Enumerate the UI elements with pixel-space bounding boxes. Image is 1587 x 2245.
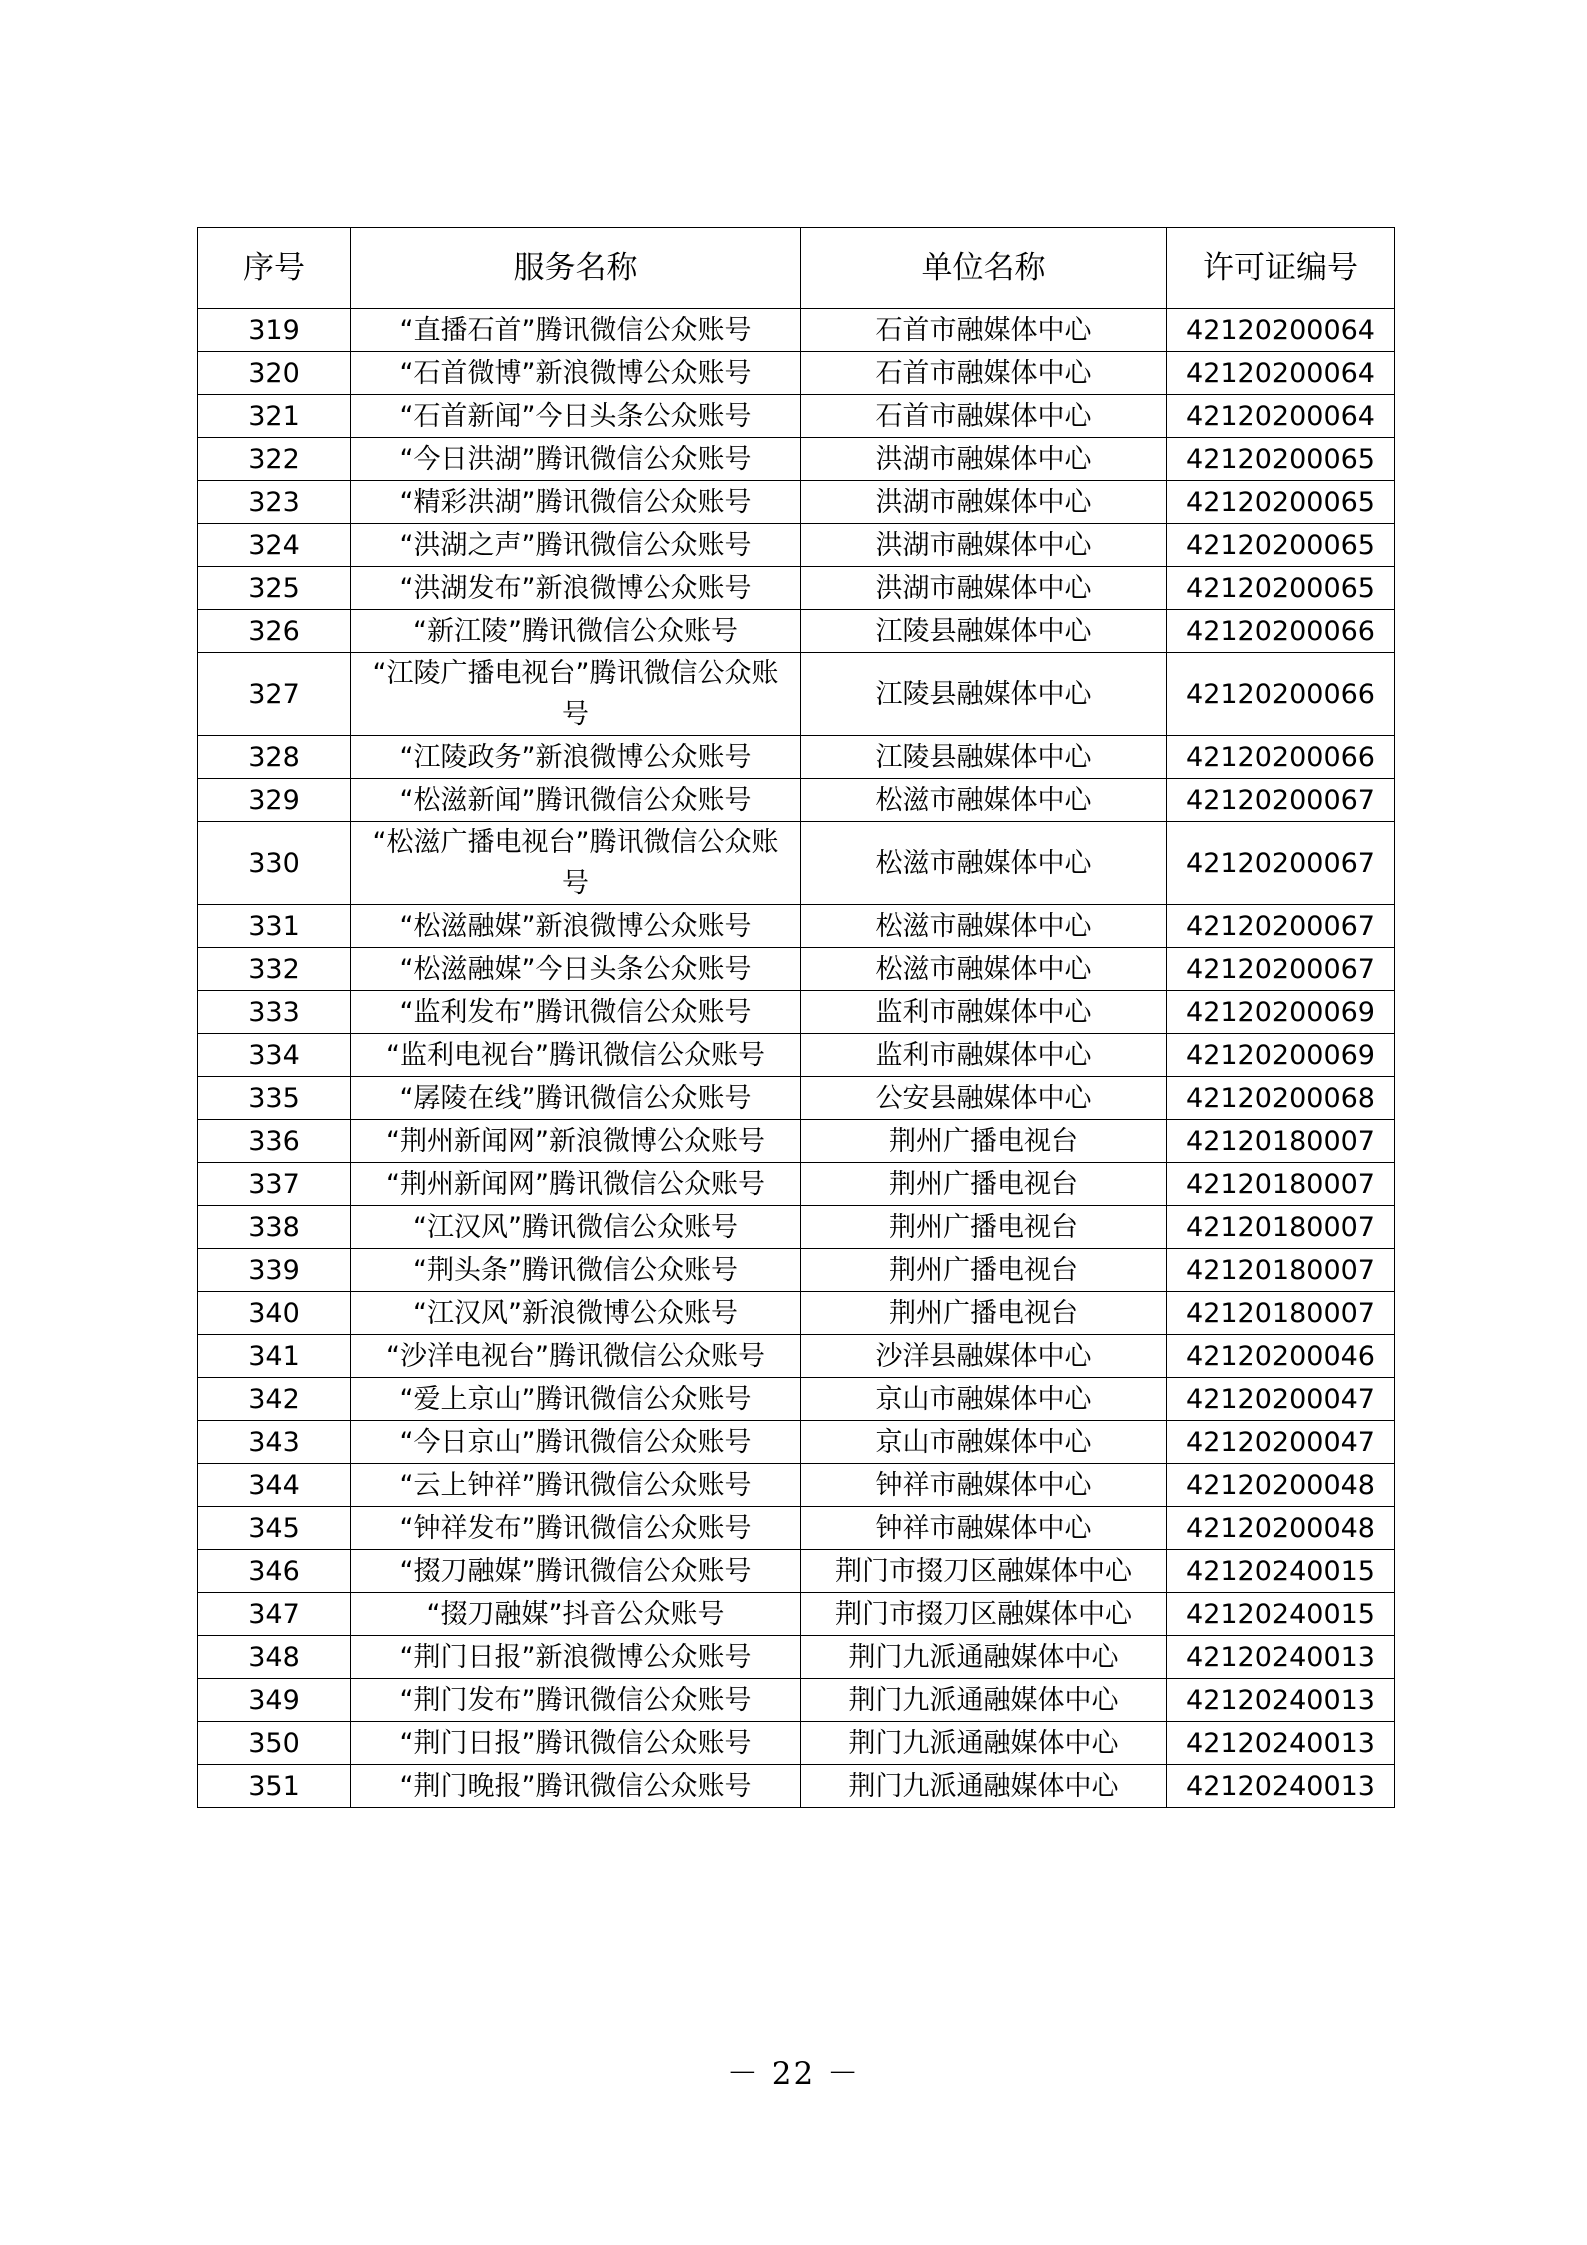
- table-row: [198, 653, 1395, 736]
- table-row: [198, 948, 1395, 991]
- cell-license-number: 42120200064: [1167, 352, 1395, 395]
- license-table: [197, 227, 1395, 1808]
- cell-license-number: 42120200069: [1167, 1034, 1395, 1077]
- cell-number: 344: [198, 1464, 351, 1507]
- cell-service-name: “掇刀融媒”腾讯微信公众账号: [351, 1550, 801, 1593]
- cell-service-name: “云上钟祥”腾讯微信公众账号: [351, 1464, 801, 1507]
- cell-number: 331: [198, 905, 351, 948]
- cell-unit-name: 洪湖市融媒体中心: [801, 438, 1167, 481]
- cell-unit-name: 江陵县融媒体中心: [801, 736, 1167, 779]
- table-row: [198, 1593, 1395, 1636]
- cell-number: 351: [198, 1765, 351, 1808]
- cell-number: 350: [198, 1722, 351, 1765]
- cell-unit-name: 荆州广播电视台: [801, 1206, 1167, 1249]
- table-row: [198, 905, 1395, 948]
- cell-number: 324: [198, 524, 351, 567]
- cell-service-name: “松滋融媒”新浪微博公众账号: [351, 905, 801, 948]
- table-row: [198, 1636, 1395, 1679]
- cell-unit-name: 洪湖市融媒体中心: [801, 481, 1167, 524]
- cell-unit-name: 石首市融媒体中心: [801, 309, 1167, 352]
- cell-unit-name: 荆州广播电视台: [801, 1120, 1167, 1163]
- cell-license-number: 42120240013: [1167, 1636, 1395, 1679]
- table-row: [198, 1679, 1395, 1722]
- cell-service-name: “石首新闻”今日头条公众账号: [351, 395, 801, 438]
- cell-service-name: “松滋融媒”今日头条公众账号: [351, 948, 801, 991]
- cell-service-name: “掇刀融媒”抖音公众账号: [351, 1593, 801, 1636]
- header-number: 序号: [198, 228, 351, 309]
- table-row: [198, 309, 1395, 352]
- cell-service-name: “钟祥发布”腾讯微信公众账号: [351, 1507, 801, 1550]
- cell-unit-name: 江陵县融媒体中心: [801, 610, 1167, 653]
- table-row: [198, 481, 1395, 524]
- cell-number: 333: [198, 991, 351, 1034]
- cell-number: 348: [198, 1636, 351, 1679]
- cell-number: 345: [198, 1507, 351, 1550]
- cell-license-number: 42120200067: [1167, 822, 1395, 905]
- cell-license-number: 42120200048: [1167, 1464, 1395, 1507]
- cell-unit-name: 荆门市掇刀区融媒体中心: [801, 1593, 1167, 1636]
- cell-unit-name: 荆门九派通融媒体中心: [801, 1722, 1167, 1765]
- table-row: [198, 1464, 1395, 1507]
- table-row: [198, 822, 1395, 905]
- cell-license-number: 42120240013: [1167, 1679, 1395, 1722]
- table-row: [198, 779, 1395, 822]
- table-row: [198, 1722, 1395, 1765]
- table-row: [198, 1249, 1395, 1292]
- cell-license-number: 42120200064: [1167, 309, 1395, 352]
- table-body: [198, 309, 1395, 1808]
- cell-service-name: “爱上京山”腾讯微信公众账号: [351, 1378, 801, 1421]
- cell-service-name: “江汉风”新浪微博公众账号: [351, 1292, 801, 1335]
- table-header-row: [198, 228, 1395, 309]
- cell-unit-name: 洪湖市融媒体中心: [801, 524, 1167, 567]
- cell-unit-name: 洪湖市融媒体中心: [801, 567, 1167, 610]
- cell-license-number: 42120200066: [1167, 736, 1395, 779]
- cell-service-name: “荆门日报”新浪微博公众账号: [351, 1636, 801, 1679]
- header-license-number: 许可证编号: [1167, 228, 1395, 309]
- cell-license-number: 42120200067: [1167, 948, 1395, 991]
- cell-number: 326: [198, 610, 351, 653]
- cell-number: 339: [198, 1249, 351, 1292]
- table-row: [198, 610, 1395, 653]
- cell-unit-name: 江陵县融媒体中心: [801, 653, 1167, 736]
- cell-service-name: “孱陵在线”腾讯微信公众账号: [351, 1077, 801, 1120]
- cell-number: 343: [198, 1421, 351, 1464]
- table-row: [198, 567, 1395, 610]
- cell-service-name: “松滋广播电视台”腾讯微信公众账号: [351, 822, 801, 905]
- cell-license-number: 42120200069: [1167, 991, 1395, 1034]
- header-unit-name: 单位名称: [801, 228, 1167, 309]
- cell-number: 346: [198, 1550, 351, 1593]
- cell-license-number: 42120200067: [1167, 905, 1395, 948]
- cell-license-number: 42120180007: [1167, 1163, 1395, 1206]
- cell-license-number: 42120200064: [1167, 395, 1395, 438]
- cell-unit-name: 松滋市融媒体中心: [801, 948, 1167, 991]
- table-row: [198, 438, 1395, 481]
- cell-license-number: 42120200066: [1167, 653, 1395, 736]
- cell-unit-name: 石首市融媒体中心: [801, 395, 1167, 438]
- cell-license-number: 42120240013: [1167, 1722, 1395, 1765]
- cell-license-number: 42120200065: [1167, 524, 1395, 567]
- cell-license-number: 42120240015: [1167, 1550, 1395, 1593]
- cell-number: 341: [198, 1335, 351, 1378]
- license-table-container: [197, 227, 1394, 1808]
- table-row: [198, 1421, 1395, 1464]
- table-row: [198, 1163, 1395, 1206]
- page-number: － 22 －: [726, 2056, 861, 2092]
- cell-service-name: “新江陵”腾讯微信公众账号: [351, 610, 801, 653]
- cell-number: 337: [198, 1163, 351, 1206]
- cell-number: 336: [198, 1120, 351, 1163]
- cell-number: 349: [198, 1679, 351, 1722]
- cell-service-name: “监利电视台”腾讯微信公众账号: [351, 1034, 801, 1077]
- cell-unit-name: 松滋市融媒体中心: [801, 779, 1167, 822]
- cell-number: 338: [198, 1206, 351, 1249]
- cell-unit-name: 公安县融媒体中心: [801, 1077, 1167, 1120]
- cell-service-name: “江陵政务”新浪微博公众账号: [351, 736, 801, 779]
- cell-number: 320: [198, 352, 351, 395]
- table-row: [198, 524, 1395, 567]
- cell-unit-name: 钟祥市融媒体中心: [801, 1507, 1167, 1550]
- cell-service-name: “荆门发布”腾讯微信公众账号: [351, 1679, 801, 1722]
- table-row: [198, 991, 1395, 1034]
- cell-service-name: “精彩洪湖”腾讯微信公众账号: [351, 481, 801, 524]
- cell-unit-name: 松滋市融媒体中心: [801, 905, 1167, 948]
- cell-service-name: “松滋新闻”腾讯微信公众账号: [351, 779, 801, 822]
- cell-unit-name: 荆门市掇刀区融媒体中心: [801, 1550, 1167, 1593]
- table-row: [198, 1034, 1395, 1077]
- cell-unit-name: 沙洋县融媒体中心: [801, 1335, 1167, 1378]
- cell-service-name: “洪湖之声”腾讯微信公众账号: [351, 524, 801, 567]
- cell-number: 330: [198, 822, 351, 905]
- cell-number: 332: [198, 948, 351, 991]
- table-row: [198, 1120, 1395, 1163]
- table-row: [198, 395, 1395, 438]
- cell-service-name: “荆州新闻网”腾讯微信公众账号: [351, 1163, 801, 1206]
- cell-license-number: 42120240015: [1167, 1593, 1395, 1636]
- cell-service-name: “沙洋电视台”腾讯微信公众账号: [351, 1335, 801, 1378]
- cell-license-number: 42120200065: [1167, 438, 1395, 481]
- cell-unit-name: 京山市融媒体中心: [801, 1421, 1167, 1464]
- cell-license-number: 42120180007: [1167, 1249, 1395, 1292]
- cell-unit-name: 荆州广播电视台: [801, 1249, 1167, 1292]
- table-row: [198, 1765, 1395, 1808]
- cell-unit-name: 荆门九派通融媒体中心: [801, 1679, 1167, 1722]
- cell-service-name: “江陵广播电视台”腾讯微信公众账号: [351, 653, 801, 736]
- cell-unit-name: 钟祥市融媒体中心: [801, 1464, 1167, 1507]
- table-row: [198, 1378, 1395, 1421]
- cell-number: 328: [198, 736, 351, 779]
- cell-license-number: 42120200065: [1167, 567, 1395, 610]
- cell-unit-name: 京山市融媒体中心: [801, 1378, 1167, 1421]
- cell-number: 329: [198, 779, 351, 822]
- table-row: [198, 1206, 1395, 1249]
- cell-license-number: 42120200047: [1167, 1378, 1395, 1421]
- cell-service-name: “江汉风”腾讯微信公众账号: [351, 1206, 801, 1249]
- cell-number: 347: [198, 1593, 351, 1636]
- header-service-name: 服务名称: [351, 228, 801, 309]
- cell-unit-name: 荆州广播电视台: [801, 1292, 1167, 1335]
- cell-unit-name: 荆门九派通融媒体中心: [801, 1765, 1167, 1808]
- cell-license-number: 42120200046: [1167, 1335, 1395, 1378]
- cell-service-name: “今日洪湖”腾讯微信公众账号: [351, 438, 801, 481]
- cell-number: 323: [198, 481, 351, 524]
- cell-service-name: “荆头条”腾讯微信公众账号: [351, 1249, 801, 1292]
- cell-license-number: 42120200068: [1167, 1077, 1395, 1120]
- table-row: [198, 1507, 1395, 1550]
- cell-unit-name: 石首市融媒体中心: [801, 352, 1167, 395]
- cell-number: 325: [198, 567, 351, 610]
- cell-service-name: “荆门晚报”腾讯微信公众账号: [351, 1765, 801, 1808]
- cell-number: 342: [198, 1378, 351, 1421]
- cell-service-name: “荆门日报”腾讯微信公众账号: [351, 1722, 801, 1765]
- cell-unit-name: 松滋市融媒体中心: [801, 822, 1167, 905]
- table-row: [198, 736, 1395, 779]
- cell-unit-name: 监利市融媒体中心: [801, 1034, 1167, 1077]
- cell-number: 319: [198, 309, 351, 352]
- table-row: [198, 1077, 1395, 1120]
- cell-license-number: 42120200047: [1167, 1421, 1395, 1464]
- cell-unit-name: 荆门九派通融媒体中心: [801, 1636, 1167, 1679]
- cell-service-name: “直播石首”腾讯微信公众账号: [351, 309, 801, 352]
- cell-service-name: “荆州新闻网”新浪微博公众账号: [351, 1120, 801, 1163]
- cell-license-number: 42120200048: [1167, 1507, 1395, 1550]
- cell-unit-name: 荆州广播电视台: [801, 1163, 1167, 1206]
- cell-number: 335: [198, 1077, 351, 1120]
- cell-license-number: 42120240013: [1167, 1765, 1395, 1808]
- cell-number: 322: [198, 438, 351, 481]
- table-row: [198, 1292, 1395, 1335]
- cell-number: 321: [198, 395, 351, 438]
- cell-number: 334: [198, 1034, 351, 1077]
- cell-service-name: “监利发布”腾讯微信公众账号: [351, 991, 801, 1034]
- cell-service-name: “洪湖发布”新浪微博公众账号: [351, 567, 801, 610]
- cell-license-number: 42120200067: [1167, 779, 1395, 822]
- cell-license-number: 42120200065: [1167, 481, 1395, 524]
- cell-unit-name: 监利市融媒体中心: [801, 991, 1167, 1034]
- cell-number: 340: [198, 1292, 351, 1335]
- cell-number: 327: [198, 653, 351, 736]
- cell-service-name: “石首微博”新浪微博公众账号: [351, 352, 801, 395]
- cell-license-number: 42120180007: [1167, 1292, 1395, 1335]
- cell-service-name: “今日京山”腾讯微信公众账号: [351, 1421, 801, 1464]
- cell-license-number: 42120180007: [1167, 1120, 1395, 1163]
- table-row: [198, 352, 1395, 395]
- cell-license-number: 42120200066: [1167, 610, 1395, 653]
- table-row: [198, 1335, 1395, 1378]
- cell-license-number: 42120180007: [1167, 1206, 1395, 1249]
- table-row: [198, 1550, 1395, 1593]
